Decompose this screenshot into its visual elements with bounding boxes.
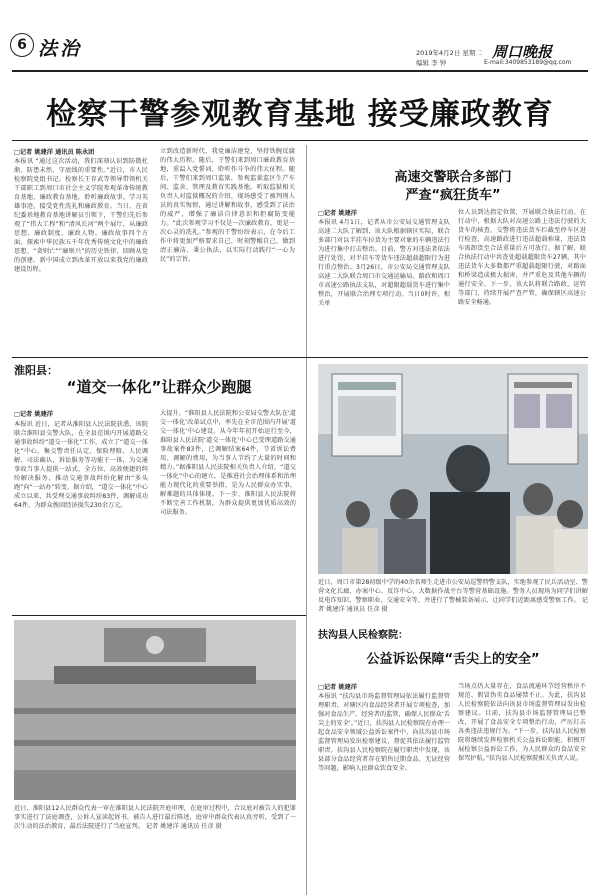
police-visit-caption: 近日，周口市第28初级中学的40余名师生走进市公安局巡警特警支队，实地参观了民兵活动室、警营文化长廊、办案中心、反诈中心、大数据作战平台等警营基础设施。警务人员现场为同学们讲解反电诈知识、警察职业、交通安全等，并进行了警械装备展示，让同学们近距离感受警察工作。 记者 姚建洋 通讯员 任彦 摄 [318,579,588,613]
article4-title: 公益诉讼保障“舌尖上的安全” [366,652,540,667]
section-name: 法治 [38,38,83,60]
article2-body-col2: 位人员到达指定位置，开展联合执法行动。在行动中，根据大队对高速公路上违法行驶的大货车的核查，交警将违法货车拦截至停车区进行检查、高速路政进行违法超载称量，违法货车需卸货至合法重量后方可放行。据了解，联合执法行动中共查处超载超限货车27辆，其中违法货车大多数都严重超载超限行驶，对路面和桥梁造成极大损害，并严重危及其他车辆的通行安全。下一步，该大队将联合路政、运管等部门，持续开展严查严管，确保辖区高速公路安全畅通。 [458,209,586,306]
lower-rule [12,615,306,616]
article2-body-col1: 本报讯 4月1日，记者从市公安局交通管理支队高速二大队了解到，该大队根据辖区实际，联合多部门对以半挂车拉货为主要对象的车辆违法行为进行集中打击整治。目前，警方对违法者依法进行处罚，对半挂车等货车违法超载超限行为进行重点整治。3月26日，市公安局交通管理支队高速二大队联合周口市交通运输局、路政和周口市高速公路执法支队，对超限超载货车进行集中整治，开展联合治理专项行动。当日0时许，相关单 [318,219,450,307]
page-number-badge [10,33,34,57]
courtroom-photo [14,620,296,800]
editor-line: 编辑 李 钟 [416,59,447,67]
article2-title-line2: 严查“疯狂货车” [405,188,501,203]
contact-email: E-mail:3409853189@qq.com [484,59,572,66]
article1-body-col1: 本报讯 “通过这次活动，我们深刻认识到防微杜渐、防患未然、守底线的重要性。”近日，市人民检察院党组书记、检察长王存武等领导带领机关干部职工到周口市社会主义学院参观革命传统教育基地、廉政教育基地，聆听廉政故事、学习英雄事迹，接受党性洗礼和廉政教育。当日，在省纪委基地教育基地讲解员引领下，干警们先后参观了“伟大工程”和“清风长河”两个展厅，从廉政思想、廉政制度、廉政人物、廉政故事四个方面，探索中华民族五千年优秀传统文化中的廉政思想、“贪则亡”“廉则兴”的历史铁律，回顾从党的创建、新中国成立到改革开放以来我党的廉政建设历程。 [14,158,148,273]
article3-byline: □记者 姚建洋 [14,411,53,418]
article1-byline: □记者 姚建洋 通讯员 陈永团 [14,149,95,156]
date-line: 2019年4月2日 星期二 [416,49,482,57]
courtroom-caption: 近日，淮阳县12人民群众代表一审在淮阳县人民法院开庭审理，在庭审过程中，合议庭对被告人的犯罪事实进行了法庭调查，公诉人宣读起诉书，被告人进行最后陈述，庭审中群众代表认真旁听，受到了一次生动的法治教育，最后法院进行了当庭宣判。 记者 姚建洋 通讯员 任彦 摄 [14,805,296,830]
article3-body-col1: 本报讯 近日，记者从淮阳县人民法院获悉，该院联合淮阳县交警大队，在全县范围内开展道路交通事故纠纷“道交一体化”工作，成立了“道交一体化”中心，集交警责任认定、保险理赔、人民调解、司法确认、诉讼服务等功能于一体，为交通事故当事人提供一站式、全方位、高效便捷的纠纷解决服务，推动交通事故纠纷化解由“多头跑”向“一站办”转变。据介绍，“道交一体化”中心成立以来，共受理交通事故纠纷83件，调解成功64件，为群众挽回经济损失230余万元。 [14,421,148,509]
article3-kicker: 淮阳县： [14,364,58,377]
article4-kicker: 扶沟县人民检察院： [318,630,408,641]
article3-title: “道交一体化”让群众少跑腿 [66,378,252,396]
police-visit-photo [318,364,588,574]
article4-body-col1: 本报讯 “扶沟县市场监督管理局依法履行监督管理职责，对辖区内食品经营者开展专项检查，加强对食品生产、经营者的监管，确保人民群众‘舌尖上的安全’。”近日，扶沟县人民检察院在办理一起食品安全领域公益诉讼案件中，向扶沟县市场监督管理局发出检察建议，督促其依法履行监管职责。扶沟县人民检察院在履行职责中发现，该县部分食品经营者存在销售过期食品、无证经营等问题，影响人民群众饮食安全。 [318,693,450,772]
courtroom-illustration [14,620,296,800]
article2-byline: □记者 姚建洋 [318,210,357,217]
police-visit-illustration [318,364,588,574]
column-divider [306,145,307,895]
article3-body-col2: 大提升。“淮阳县人民法院和公安局交警大队在‘道交一体化’改革试点中，率先在全市范围内开展‘道交一体化’中心建设。从今年年初开始运行至今，淮阳县人民法院‘道交一体化’中心已受理道路交通事故案件83件，已调解结案64件，节省诉讼费用、调解的费用，为当事人节约了大量的时间和精力。”据淮阳县人民法院相关负责人介绍，“道交一体化”中心的建立，是推进社会治理体系和治理能力现代化的重要举措，是为人民群众办实事、解难题的具体体现。下一步，淮阳县人民法院将不断完善工作机制，为群众提供更加优质高效的司法服务。 [160,410,296,516]
headline-rule [12,140,588,141]
article1-body-col2: 立到改造新时代，我党廉洁建党、坚持铁腕反腐的伟大历程。随后，干警们来到周口廉政教育基地，重温入党誓词、聆听作斗争的伟大征程。随后，干警们来到周口监狱，参观监狱监区生产车间、监舍、管理及教育实践基地。听取监狱相关负责人对监狱概况的介绍，现场感受了被判刑人员的真实悔恨，通过讲解和故事，感受到了法治的威严，增强了廉洁自律意识和拒腐防变能力。“此次参观学习不仅是一次廉政教育，更是一次心灵的洗礼。”参观的干警纷纷表示，在今后工作中将更加严格要求自己，时刻警醒自己，做到清正廉洁、秉公执法，以实际行动践行“一心为民”的宗旨。 [160,148,295,263]
article4-body-col2: 当场点仍大量存在，食品流通环节经营秩序不规范、假冒伪劣食品屡禁不止。为此，扶沟县人民检察院依法向该县市场监督管理局发出检察建议。目前，扶沟县市场监督管理局已整改，开展了食品安全专项整治行动，严厉打击各类违法违规行为。“下一步，扶沟县人民检察院将继续发挥检察机关公益诉讼职能，积极开展检察公益诉讼工作，为人民群众的食品安全保驾护航。”扶沟县人民检察院相关负责人说。 [458,683,586,762]
paper-name: 周口晚报 [492,43,553,61]
page-number: 6 [17,37,27,53]
main-headline: 检察干警参观教育基地 接受廉政教育 [46,97,554,132]
article2-title-line1: 高速交警联合多部门 [394,170,512,185]
section-rule [12,357,588,358]
article4-byline: □记者 姚建洋 [318,684,357,691]
masthead-rule [12,70,588,72]
